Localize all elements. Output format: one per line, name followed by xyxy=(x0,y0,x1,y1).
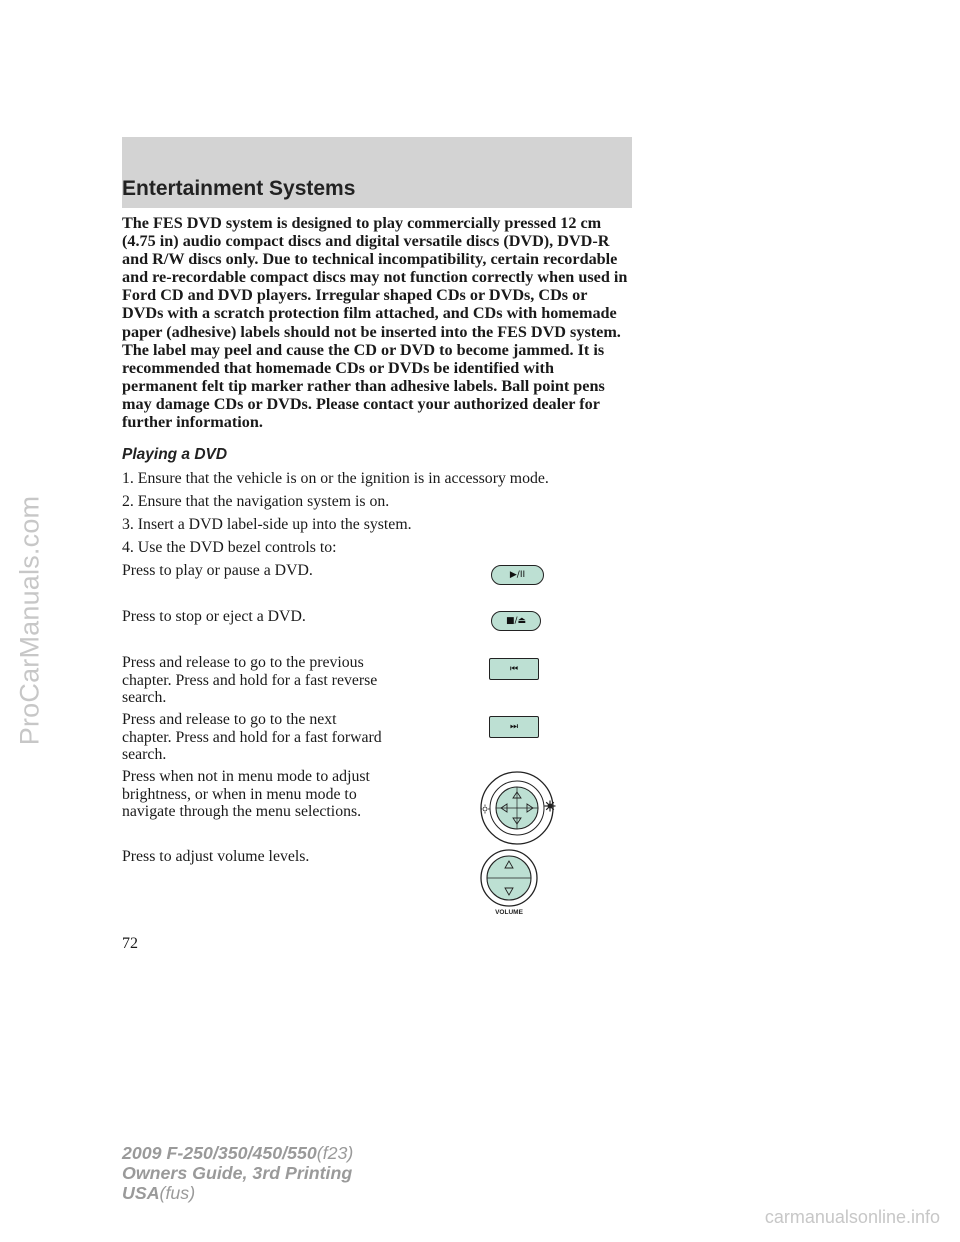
step-1: 1. Ensure that the vehicle is on or the ignition is in accessory mode. xyxy=(122,470,549,487)
footer-market-code: (fus) xyxy=(159,1183,196,1203)
intro-paragraph: The FES DVD system is designed to play commercially pressed 12 cm (4.75 in) audio compact discs and digital versatile discs (DVD), DVD-R and R/W discs only. Due to technical incompatibility, certain recordable and re-recordable compact discs may not function correctly when used in Ford CD and DVD players. Irregular shaped CDs or DVDs, CDs or DVDs with a scratch protection film attached, and CDs with homemade paper (adhesive) labels should not be inserted into the FES DVD system. The label may peel and cause the CD or DVD to become jammed. It is recommended that homemade CDs or DVDs be identified with permanent felt tip marker rather than adhesive labels. Ball point pens may damage CDs or DVDs. Please contact your authorized dealer for further information. xyxy=(122,214,628,432)
step-2: 2. Ensure that the navigation system is on. xyxy=(122,493,390,510)
footer-model: 2009 F-250/350/450/550 xyxy=(122,1143,317,1163)
page-number: 72 xyxy=(122,935,138,952)
side-watermark-text: ProCarManuals.com xyxy=(14,495,45,745)
previous-chapter-description: Press and release to go to the previous chapter. Press and hold for a fast reverse search. xyxy=(122,654,378,706)
step-3: 3. Insert a DVD label-side up into the system. xyxy=(122,516,412,533)
play-pause-description: Press to play or pause a DVD. xyxy=(122,562,313,579)
next-chapter-icon: ⏭ xyxy=(489,716,539,738)
brightness-navigation-description: Press when not in menu mode to adjust brightness, or when in menu mode to navigate through the menu selections. xyxy=(122,768,370,820)
footer-market: USA xyxy=(122,1183,160,1203)
play-pause-icon: ▶/II xyxy=(491,565,544,585)
stop-eject-icon: ■/⏏ xyxy=(491,611,541,631)
section-header-band xyxy=(122,137,632,208)
page-title: Entertainment Systems xyxy=(122,177,356,200)
step-4: 4. Use the DVD bezel controls to: xyxy=(122,539,337,556)
previous-chapter-icon: ⏮ xyxy=(489,658,539,680)
brightness-navigation-dial-icon xyxy=(478,768,556,848)
footer-printing: Owners Guide, 3rd Printing xyxy=(122,1163,353,1183)
next-chapter-description: Press and release to go to the next chapter. Press and hold for a fast forward search. xyxy=(122,711,382,763)
side-watermark xyxy=(8,405,52,835)
footer xyxy=(122,1143,353,1203)
volume-label: VOLUME xyxy=(495,909,523,916)
section-title: Playing a DVD xyxy=(122,446,228,463)
volume-description: Press to adjust volume levels. xyxy=(122,848,310,865)
stop-eject-description: Press to stop or eject a DVD. xyxy=(122,608,306,625)
bottom-watermark: carmanualsonline.info xyxy=(764,1207,940,1227)
footer-model-code: (f23) xyxy=(316,1143,354,1163)
volume-dial-icon xyxy=(478,848,540,916)
